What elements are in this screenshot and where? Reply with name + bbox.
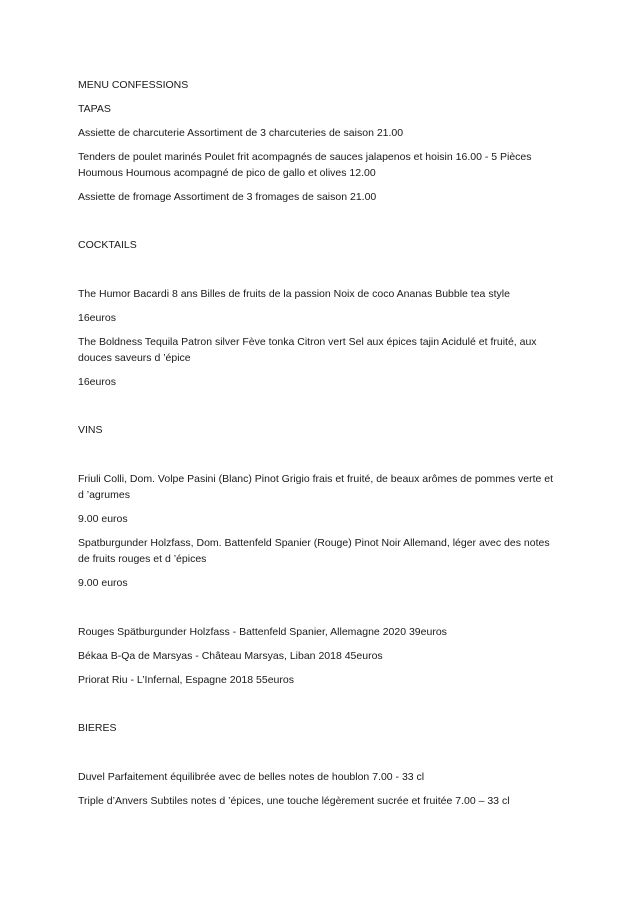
cocktail-price: 16euros [78,312,116,324]
tapas-item: Assiette de fromage Assortiment de 3 fromages de saison 21.00 [78,191,377,203]
wine-price: 9.00 euros [78,577,128,589]
section-heading-vins: VINS [78,424,103,436]
tapas-item: Houmous Houmous acompagné de pico de gallo et olives 12.00 [78,167,376,179]
tapas-item: Assiette de charcuterie Assortiment de 3 charcuteries de saison 21.00 [78,127,404,139]
beer-item: Duvel Parfaitement équilibrée avec de belles notes de houblon 7.00 - 33 cl [78,771,425,783]
cocktail-price: 16euros [78,376,116,388]
wine-price: 9.00 euros [78,513,128,525]
wine-description: Spatburgunder Holzfass, Dom. Battenfeld Spanier (Rouge) Pinot Noir Allemand, léger avec des notes de fruits rouges et d ’épices [78,537,550,565]
cocktail-description: The Boldness Tequila Patron silver Fève tonka Citron vert Sel aux épices tajin Acidulé et fruité, aux douces saveurs d ’épice [78,336,537,364]
section-heading-cocktails: COCKTAILS [78,239,137,251]
wine-description: Friuli Colli, Dom. Volpe Pasini (Blanc) Pinot Grigio frais et fruité, de beaux arômes de pommes verte et d ’agrumes [78,473,554,501]
wine-bottle-item: Priorat Riu - L’Infernal, Espagne 2018 55euros [78,674,294,686]
wine-bottle-item: Rouges Spätburgunder Holzfass - Battenfeld Spanier, Allemagne 2020 39euros [78,626,447,638]
section-heading-bieres: BIERES [78,722,117,734]
menu-title: MENU CONFESSIONS [78,79,189,91]
section-heading-tapas: TAPAS [78,103,111,115]
tapas-item: Tenders de poulet marinés Poulet frit acompagnés de sauces jalapenos et hoisin 16.00 - 5 Pièces [78,151,532,163]
wine-bottle-item: Békaa B-Qa de Marsyas - Château Marsyas, Liban 2018 45euros [78,650,383,662]
beer-item: Triple d’Anvers Subtiles notes d ’épices, une touche légèrement sucrée et fruitée 7.00 – 33 cl [78,795,510,807]
cocktail-description: The Humor Bacardi 8 ans Billes de fruits de la passion Noix de coco Ananas Bubble tea style [78,288,510,300]
